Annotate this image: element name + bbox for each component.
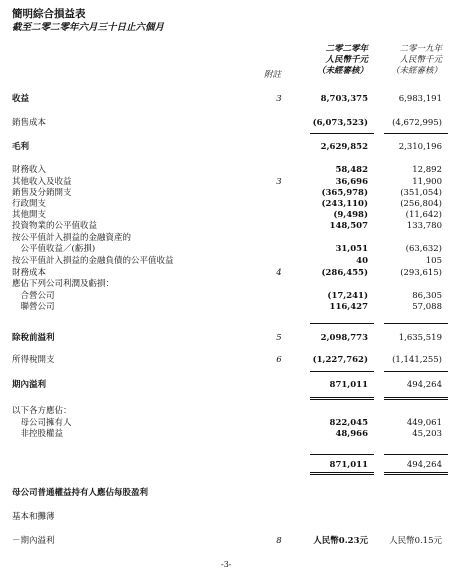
- row-current-value: (17,241): [327, 291, 368, 301]
- row-prior-value: (63,632): [405, 244, 442, 254]
- row-prior-value: (256,804): [400, 199, 442, 209]
- row-prior-value: (351,054): [400, 188, 442, 198]
- current-year: 二零二零年: [325, 44, 368, 54]
- rule-prior-4: [384, 397, 448, 398]
- rule-current-2: [310, 323, 374, 324]
- row-label: 所得稅開支: [12, 355, 55, 365]
- row-note: 3: [276, 94, 282, 104]
- row-prior-value: 133,780: [406, 221, 442, 231]
- row-prior-value: 105: [425, 256, 442, 266]
- statement-row: [0, 428, 462, 440]
- row-label: 母公司普通權益持有人應佔每股盈利: [12, 488, 149, 498]
- rule-current-7: [310, 472, 374, 473]
- statement-row: [0, 332, 462, 344]
- row-prior-value: 449,061: [406, 418, 442, 428]
- row-label: －期內溢利: [12, 536, 55, 546]
- row-note: 3: [276, 177, 282, 187]
- statement-row: [0, 278, 462, 290]
- rule-prior-8: [384, 474, 448, 475]
- row-label: 財務成本: [12, 268, 47, 278]
- row-prior-value: 86,305: [412, 291, 442, 301]
- row-label: 非控股權益: [12, 429, 64, 439]
- row-current-value: (365,978): [321, 188, 368, 198]
- row-label: 母公司擁有人: [12, 418, 72, 428]
- rule-current-8: [310, 474, 374, 475]
- row-label: 銷售成本: [12, 118, 47, 128]
- statement-row: [0, 405, 462, 417]
- row-label: 應佔下列公司利潤及虧損：: [12, 279, 115, 289]
- row-current-value: (1,227,762): [312, 355, 368, 365]
- row-label: 投資物業的公平值收益: [12, 221, 98, 231]
- row-current-value: 36,696: [335, 177, 368, 187]
- prior-currency: 人民幣千元: [399, 55, 442, 65]
- row-label: 行政開支: [12, 199, 47, 209]
- row-current-value: (243,110): [321, 199, 368, 209]
- statement-row: [0, 255, 462, 267]
- statement-title: 簡明綜合損益表: [12, 8, 86, 20]
- statement-row: [0, 535, 462, 547]
- current-audit: （未經審核）: [316, 66, 368, 76]
- prior-audit: （未經審核）: [390, 66, 442, 76]
- row-label: 銷售及分銷開支: [12, 188, 72, 198]
- row-prior-value: 57,088: [412, 302, 442, 312]
- row-label: 按公平值計入損益的金融資產的: [12, 233, 132, 243]
- rule-prior-3: [384, 371, 448, 372]
- statement-row: [0, 117, 462, 129]
- row-current-value: 148,507: [329, 221, 368, 231]
- statement-row: [0, 459, 462, 471]
- statement-row: [0, 220, 462, 232]
- rule-prior-1: [384, 133, 448, 134]
- statement-row: [0, 164, 462, 176]
- row-label: 其他收入及收益: [12, 177, 72, 187]
- row-prior-value: 人民幣0.15元: [389, 536, 442, 546]
- row-current-value: 822,045: [329, 418, 368, 428]
- row-note: 5: [276, 333, 282, 343]
- rule-prior-7: [384, 472, 448, 473]
- row-note: 6: [276, 355, 282, 365]
- row-current-value: 8,703,375: [320, 94, 368, 104]
- row-prior-value: 6,983,191: [398, 94, 442, 104]
- row-current-value: 871,011: [329, 380, 368, 390]
- rule-current-1: [310, 133, 374, 134]
- row-current-value: 116,427: [329, 302, 368, 312]
- statement-row: [0, 301, 462, 313]
- rule-current-5: [310, 399, 374, 400]
- row-current-value: 人民幣0.23元: [313, 536, 368, 546]
- row-prior-value: 12,892: [412, 165, 442, 175]
- row-prior-value: (4,672,995): [392, 118, 442, 128]
- statement-row: [0, 487, 462, 499]
- row-current-value: 871,011: [329, 460, 368, 470]
- row-label: 其他開支: [12, 210, 47, 220]
- row-prior-value: 494,264: [406, 380, 442, 390]
- row-prior-value: 494,264: [406, 460, 442, 470]
- row-prior-value: 45,203: [412, 429, 442, 439]
- row-current-value: (286,455): [321, 268, 368, 278]
- row-note: 4: [276, 268, 282, 278]
- row-label: 按公平值計入損益的金融負債的公平值收益: [12, 256, 174, 266]
- row-prior-value: 11,900: [412, 177, 442, 187]
- current-currency: 人民幣千元: [325, 55, 368, 65]
- row-label: 合營公司: [12, 291, 55, 301]
- row-prior-value: (1,141,255): [392, 355, 442, 365]
- row-current-value: 2,098,773: [320, 333, 368, 343]
- statement-row: [0, 243, 462, 255]
- rule-prior-2: [384, 323, 448, 324]
- row-label: 財務收入: [12, 165, 47, 175]
- rule-current-3: [310, 371, 374, 372]
- row-prior-value: (293,615): [400, 268, 442, 278]
- row-prior-value: 2,310,196: [398, 142, 442, 152]
- column-header-current: [317, 44, 368, 77]
- page-number: -3-: [221, 560, 232, 569]
- row-current-value: 31,051: [335, 244, 368, 254]
- row-current-value: 48,966: [335, 429, 368, 439]
- statement-row: [0, 379, 462, 391]
- statement-subtitle: 截至二零二零年六月三十日止六個月: [12, 22, 165, 33]
- statement-row: [0, 141, 462, 153]
- statement-row: [0, 511, 462, 523]
- prior-year: 二零一九年: [399, 44, 442, 54]
- row-current-value: 58,482: [335, 165, 368, 175]
- row-label: 毛利: [12, 142, 30, 152]
- row-label: 聯營公司: [12, 302, 55, 312]
- row-note: 8: [276, 536, 282, 546]
- statement-row: [0, 93, 462, 105]
- row-current-value: (6,073,523): [312, 118, 368, 128]
- statement-row: [0, 354, 462, 366]
- row-prior-value: 1,635,519: [398, 333, 442, 343]
- row-label: 以下各方應佔：: [12, 406, 72, 416]
- rule-prior-6: [384, 454, 448, 455]
- row-label: 期內溢利: [12, 380, 47, 390]
- rule-prior-5: [384, 399, 448, 400]
- row-current-value: 40: [356, 256, 368, 266]
- row-label: 收益: [12, 94, 30, 104]
- row-label: 除稅前溢利: [12, 333, 55, 343]
- row-current-value: (9,498): [333, 210, 368, 220]
- row-current-value: 2,629,852: [320, 142, 368, 152]
- rule-current-6: [310, 454, 374, 455]
- row-label: 基本和攤薄: [12, 512, 55, 522]
- row-prior-value: (11,642): [405, 210, 442, 220]
- rule-current-4: [310, 397, 374, 398]
- row-label: 公平值收益／(虧損): [12, 244, 96, 254]
- column-header-prior: [391, 44, 442, 77]
- column-header-note: 附註: [264, 70, 282, 80]
